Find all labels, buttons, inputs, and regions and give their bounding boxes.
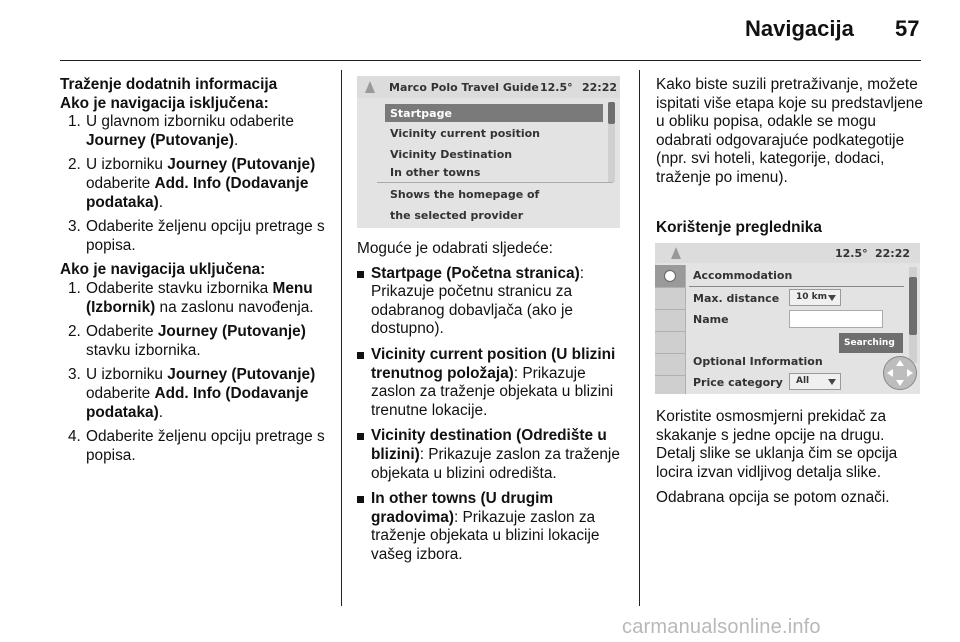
nav-on-heading: Ako je navigacija uključena: [60,261,266,279]
header-divider [60,60,921,61]
screen-status-bar [655,243,920,263]
side-tab[interactable] [655,376,686,394]
side-tab[interactable] [655,310,686,332]
list-item: 4. Odaberite željenu opciju pretrage s popisa. [68,428,325,464]
label-name: Name [693,313,729,326]
screen-status-bar [357,76,620,98]
screen-time: 22:22 [582,81,618,94]
list-item: 3. Odaberite željenu opciju pretrage s popisa. [68,218,325,254]
list-item: Vicinity current position (U blizini trenutnog položaja): Prikazuje zaslon za traženje objekata u blizini trenutne lokacije. [357,346,627,420]
bullet-icon [357,271,364,278]
radio-icon [664,270,676,282]
warning-icon [671,247,681,259]
screen-angle: 12.5° [540,81,573,94]
scrollbar[interactable] [909,267,917,363]
nav-on-steps [60,280,330,465]
divider [689,286,904,287]
browser-heading: Korištenje preglednika [656,219,822,236]
column-3 [656,76,928,188]
list-item: In other towns (U drugim gradovima): Prikazuje zaslon za traženje objekata u blizini lokacije vašeg izbora. [357,490,627,564]
divider [377,182,613,183]
searching-button[interactable]: Searching [839,333,903,353]
screen-time: 22:22 [875,247,911,260]
scrollbar[interactable] [608,102,615,182]
column-2 [357,240,627,572]
nav-off-heading: Ako je navigacija isključena: [60,94,269,112]
dropdown-arrow-icon [828,295,836,301]
description-line-1: Shows the homepage of [390,188,540,201]
side-tab-selected[interactable] [655,265,686,288]
nav-off-steps [60,113,330,255]
column-1 [60,76,330,471]
section-heading: Traženje dodatnih informacija [60,76,278,93]
list-item: 2. Odaberite Journey (Putovanje) stavku izbornika. [68,323,306,359]
page-header-title: Navigacija [745,16,854,41]
bullet-icon [357,433,364,440]
column-divider-2 [639,70,640,606]
travel-guide-screen [357,76,620,228]
paragraph: Koristite osmosmjerni prekidač za skakanje s jedne opcije na drugu. Detalj slike se uklanja čim se opcija locira izvan vidljivog detalja slike. [656,408,898,481]
column-3-lower [656,408,928,508]
bullet-icon [357,496,364,503]
scrollbar-thumb[interactable] [909,277,917,335]
eight-way-switch-icon[interactable] [883,356,917,390]
bullet-icon [357,352,364,359]
label-max-distance: Max. distance [693,292,780,305]
list-item: Vicinity destination (Odredište u blizini): Prikazuje zaslon za traženje objekata u blizini odredišta. [357,427,627,483]
menu-item-vicinity-destination[interactable]: Vicinity Destination [390,148,513,161]
scrollbar-thumb[interactable] [608,102,615,124]
list-item: Startpage (Početna stranica): Prikazuje početnu stranicu za odabranog dobavljača (ako je dostupno). [357,265,627,339]
side-tab[interactable] [655,332,686,354]
screen-angle: 12.5° [835,247,868,260]
browser-screen [655,243,920,394]
list-item: 3. U izborniku Journey (Putovanje) odaberite Add. Info (Dodavanje podataka). [68,366,316,421]
field-accommodation[interactable]: Accommodation [693,269,793,282]
list-item: 2. U izborniku Journey (Putovanje) odaberite Add. Info (Dodavanje podataka). [68,156,316,211]
list-item: 1. Odaberite stavku izbornika Menu (Izbornik) na zaslonu navođenja. [68,279,314,316]
paragraph: Kako biste suzili pretraživanje, možete ispitati više etapa koje su predstavljene u obliku popisa, odakle se mogu odabrati odgovarajuće podkategotije (npr. svi hoteli, kategorije, dodaci, traženje po imenu). [656,76,923,186]
list-item: 1. U glavnom izborniku odaberite Journey (Putovanje). [68,113,294,149]
distance-select[interactable]: 10 km [789,289,841,306]
page-number: 57 [895,16,920,41]
menu-item-startpage[interactable]: Startpage [385,104,603,122]
menu-item-vicinity-current[interactable]: Vicinity current position [390,127,540,140]
menu-item-other-towns[interactable]: In other towns [390,166,481,179]
column-divider-1 [341,70,342,606]
warning-icon [365,81,375,93]
options-intro: Moguće je odabrati sljedeće: [357,240,553,257]
name-input[interactable] [789,310,883,328]
paragraph: Odabrana opcija se potom označi. [656,489,890,507]
watermark: carmanualsonline.info [622,616,821,638]
label-price-category: Price category [693,376,783,389]
dropdown-arrow-icon [828,379,836,385]
label-optional-information: Optional Information [693,355,823,368]
side-tab[interactable] [655,354,686,376]
screen-title: Marco Polo Travel Guide [389,81,539,94]
side-tab[interactable] [655,288,686,310]
description-line-2: the selected provider [390,209,524,222]
price-select[interactable]: All [789,373,841,390]
